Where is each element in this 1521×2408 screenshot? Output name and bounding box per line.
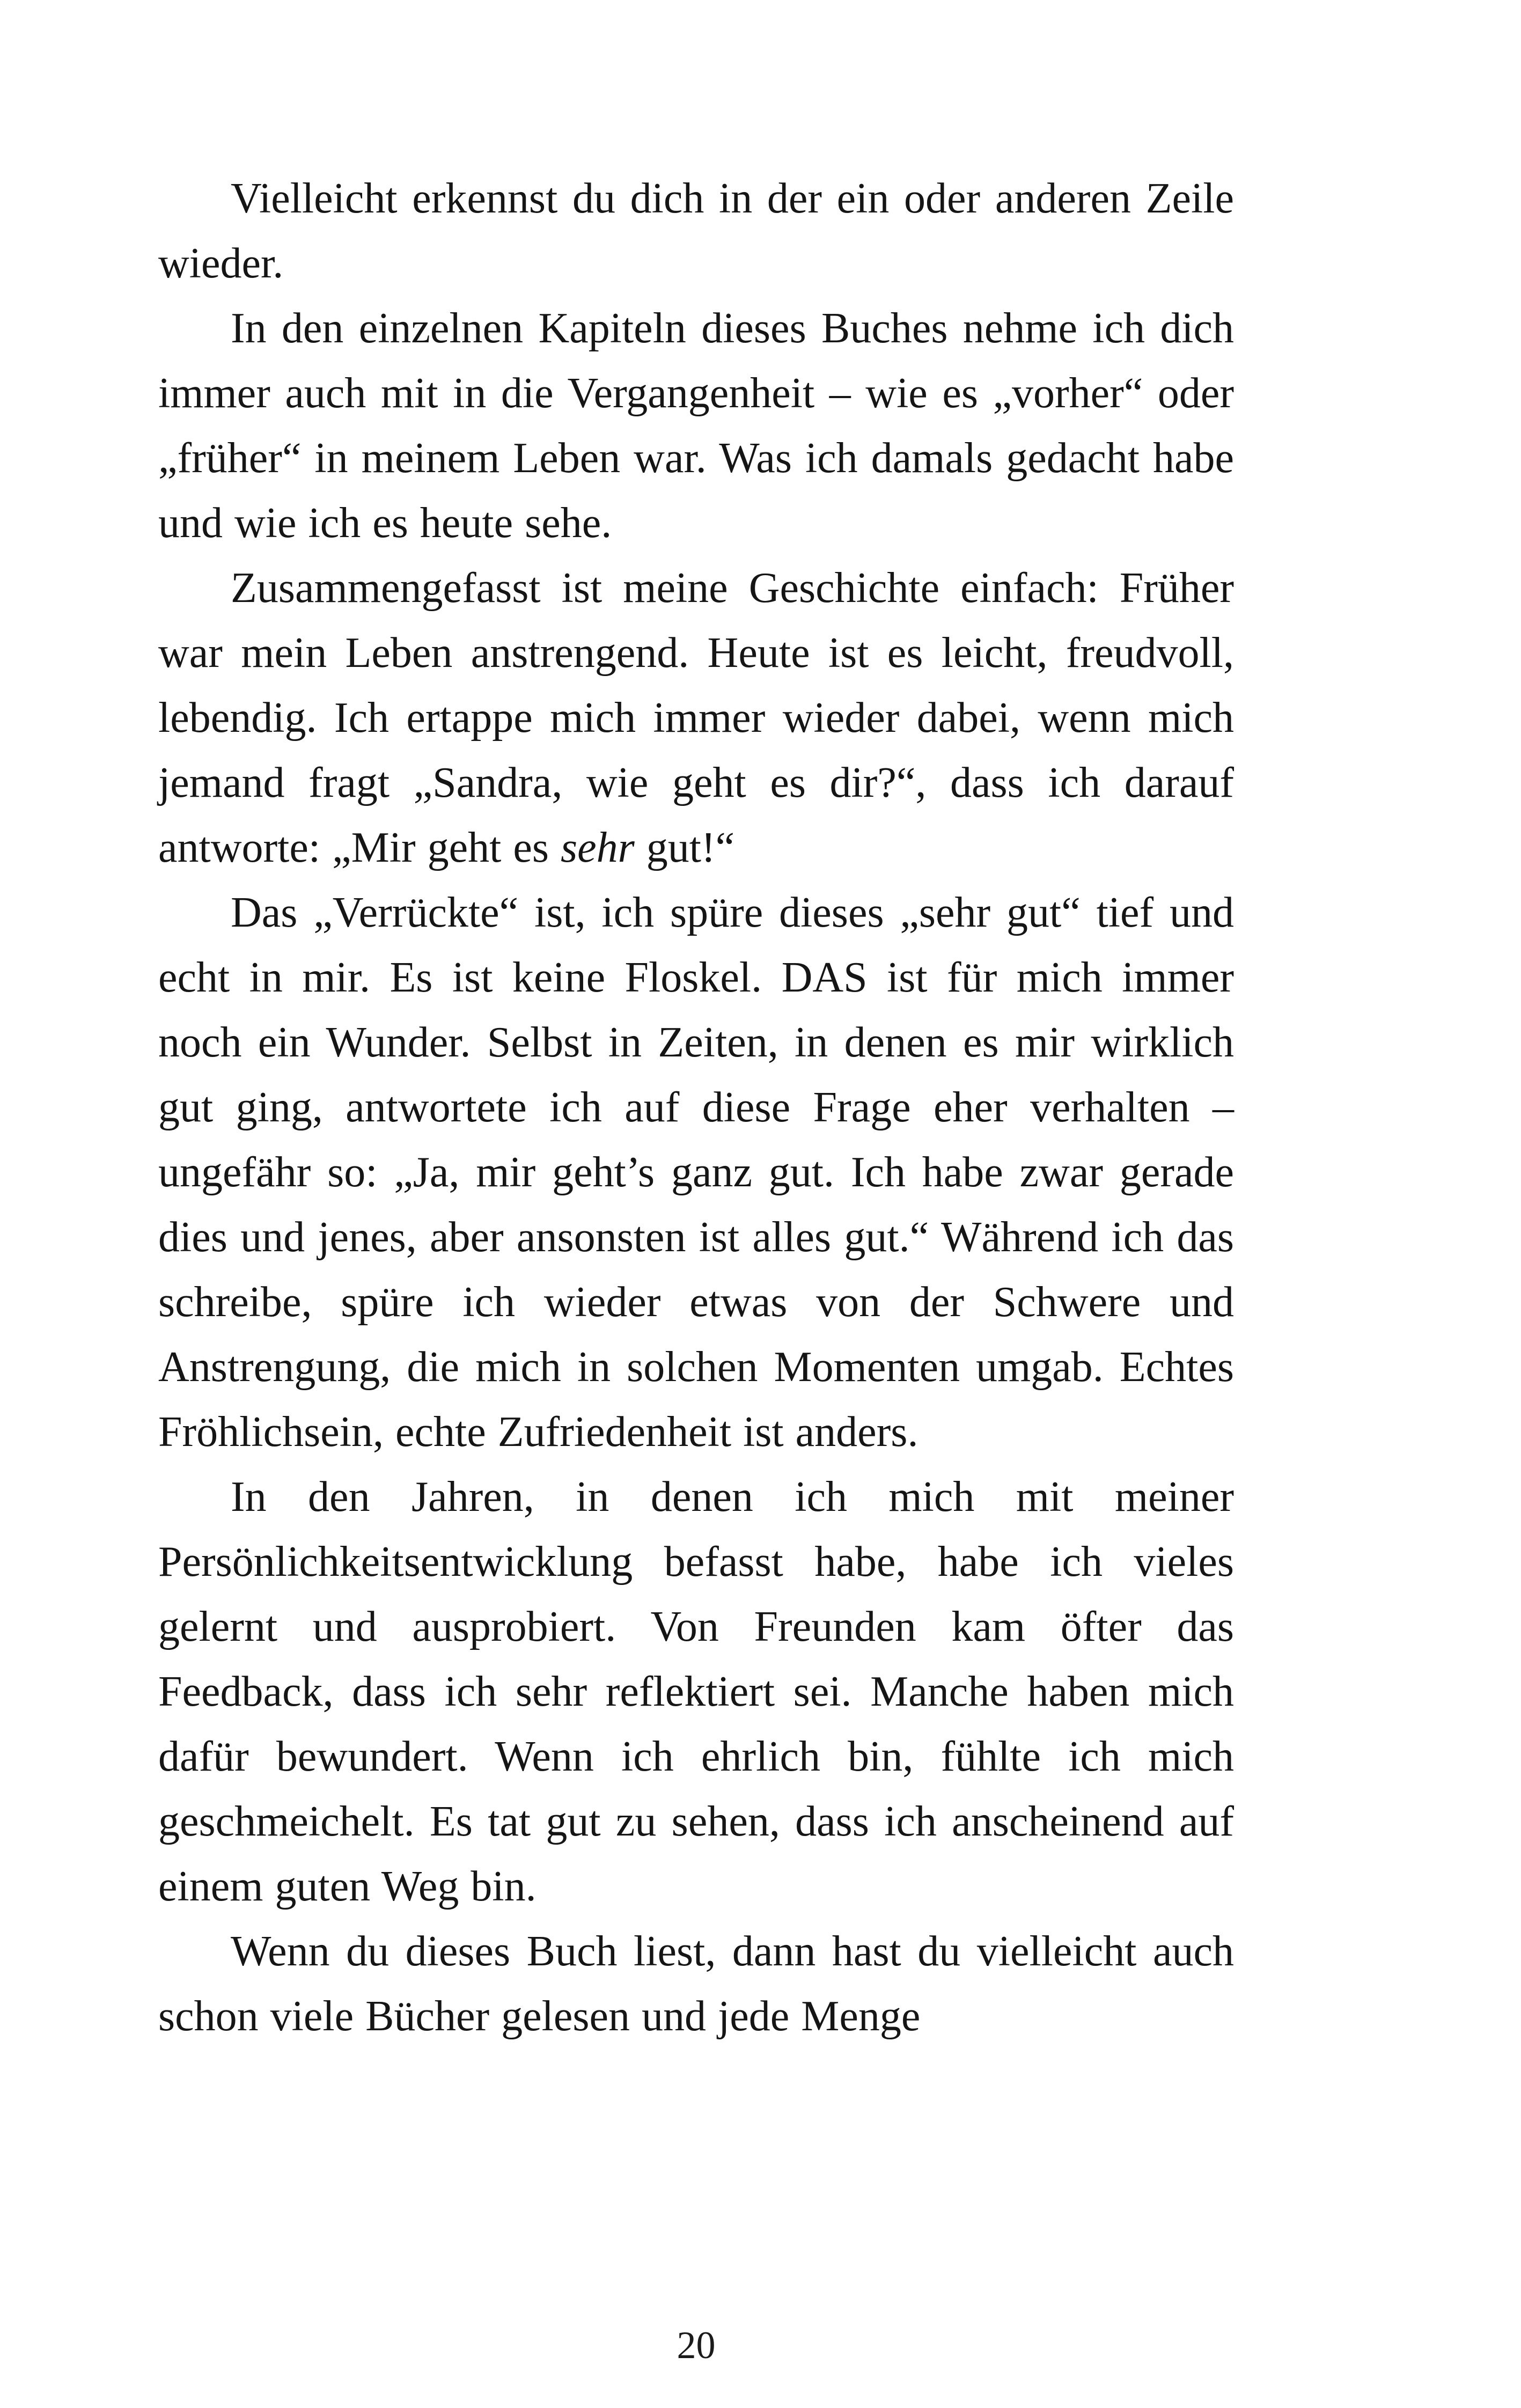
italic-text: sehr — [561, 824, 635, 871]
body-text: In den einzelnen Kapiteln dieses Buches nehme ich dich immer auch mit in die Vergangenheit – wie es „vorher“ oder „früher“ in meinem Leben war. Was ich damals gedacht habe und wie ich es heute sehe. — [158, 305, 1234, 547]
text-block — [158, 166, 1234, 2049]
body-text: Das „Verrückte“ ist, ich spüre dieses „sehr gut“ tief und echt in mir. Es ist keine Floskel. DAS ist für mich immer noch ein Wunder. Selbst in Zeiten, in denen es mir wirklich gut ging, antwortete ich auf diese Frage eher verhalten – ungefähr so: „Ja, mir geht’s ganz gut. Ich habe zwar gerade dies und jenes, aber ansonsten ist alles gut.“ Während ich das schreibe, spüre ich wieder etwas von der Schwere und Anstrengung, die mich in solchen Momenten umgab. Echtes Fröhlichsein, echte Zufriedenheit ist anders. — [158, 889, 1234, 1456]
paragraph — [158, 1919, 1234, 2049]
body-text: gut!“ — [634, 824, 735, 871]
body-text: Vielleicht erkennst du dich in der ein oder anderen Zeile wieder. — [158, 175, 1234, 287]
paragraph — [158, 556, 1234, 880]
page-number: 20 — [677, 2324, 716, 2367]
paragraph — [158, 880, 1234, 1465]
paragraph — [158, 166, 1234, 296]
paragraph — [158, 1465, 1234, 1919]
body-text: Wenn du dieses Buch liest, dann hast du vielleicht auch schon viele Bücher gelesen und jede Menge — [158, 1928, 1234, 2040]
paragraph — [158, 296, 1234, 556]
body-text: In den Jahren, in denen ich mich mit meiner Persönlichkeitsentwicklung befasst habe, habe ich vieles gelernt und ausprobiert. Von Freunden kam öfter das Feedback, dass ich sehr reflektiert sei. Manche haben mich dafür bewundert. Wenn ich ehrlich bin, fühlte ich mich geschmeichelt. Es tat gut zu sehen, dass ich anscheinend auf einem guten Weg bin. — [158, 1473, 1234, 1910]
body-text: Zusammengefasst ist meine Geschichte einfach: Früher war mein Leben anstrengend. Heute ist es leicht, freudvoll, lebendig. Ich ertappe mich immer wieder dabei, wenn mich jemand fragt „Sandra, wie geht es dir?“, dass ich darauf antworte: „Mir geht es — [158, 564, 1234, 871]
